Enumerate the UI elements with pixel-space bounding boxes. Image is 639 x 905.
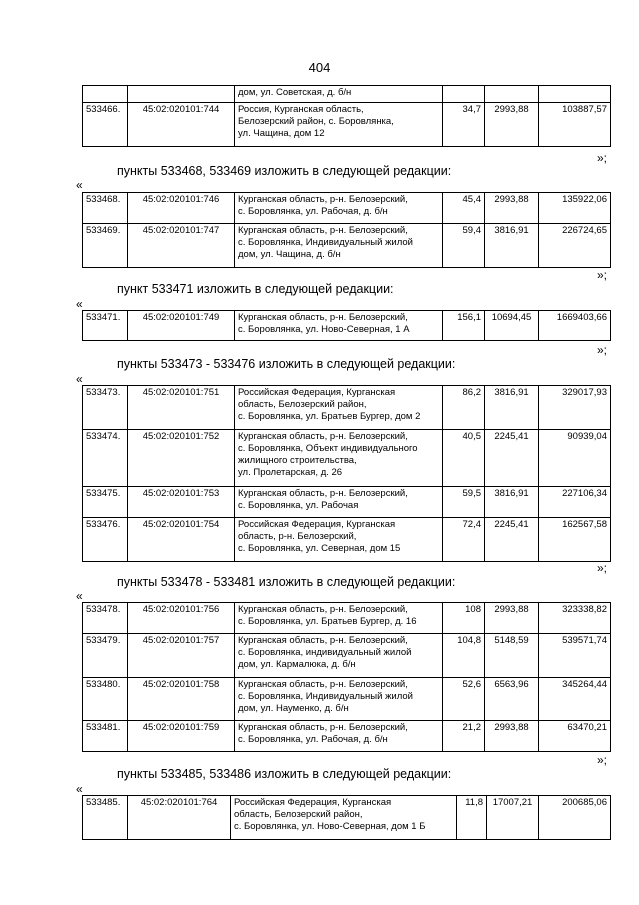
rate-cell: 2993,88 bbox=[485, 193, 539, 224]
address-line: с. Боровлянка, ул. Ново-Северная, дом 1 Б bbox=[234, 821, 426, 832]
table-row bbox=[83, 603, 611, 634]
cadastral-number: 45:02:020101:756 bbox=[128, 603, 235, 634]
address-line: с. Боровлянка, ул. Рабочая, д. б/н bbox=[238, 734, 388, 745]
address-line: Российская Федерация, Курганская bbox=[238, 387, 396, 398]
address-cell bbox=[235, 518, 443, 562]
table-row bbox=[83, 634, 611, 678]
cadastral-number: 45:02:020101:752 bbox=[128, 430, 235, 487]
row-number: 533485. bbox=[83, 796, 128, 840]
address-line: Курганская область, р-н. Белозерский, bbox=[238, 431, 408, 442]
address-line: ул. Пролетарская, д. 26 bbox=[238, 467, 343, 478]
table-row bbox=[83, 311, 611, 341]
address-cell bbox=[235, 721, 443, 752]
value-cell: 323338,82 bbox=[539, 603, 611, 634]
rate-cell bbox=[485, 86, 539, 103]
table-row bbox=[83, 386, 611, 430]
address-line: с. Боровлянка, ул. Ново-Северная, 1 А bbox=[238, 324, 410, 335]
area-cell: 108 bbox=[443, 603, 485, 634]
value-cell: 329017,93 bbox=[539, 386, 611, 430]
address-cell bbox=[231, 796, 457, 840]
rate-cell: 3816,91 bbox=[485, 386, 539, 430]
rate-cell: 17007,21 bbox=[487, 796, 539, 840]
address-cell bbox=[235, 487, 443, 518]
address-line: с. Боровлянка, ул. Братьев Бургер, д. 16 bbox=[238, 616, 417, 627]
value-cell: 226724,65 bbox=[539, 224, 611, 268]
table-row bbox=[83, 518, 611, 562]
rate-cell: 5148,59 bbox=[485, 634, 539, 678]
page-number: 404 bbox=[308, 60, 331, 75]
address-line: Курганская область, р-н. Белозерский, bbox=[238, 312, 408, 323]
instruction-text: пункты 533478 - 533481 изложить в следующей редакции: bbox=[117, 575, 456, 589]
address-line: дом, ул. Советская, д. б/н bbox=[238, 87, 352, 98]
property-table bbox=[82, 192, 611, 268]
address-cell bbox=[235, 311, 443, 341]
value-cell: 345264,44 bbox=[539, 678, 611, 721]
address-line: область, Белозерский район, bbox=[234, 809, 363, 820]
table-row bbox=[83, 103, 611, 147]
address-line: с. Боровлянка, ул. Братьев Бургер, дом 2 bbox=[238, 411, 421, 422]
address-line: дом, ул. Науменко, д. б/н bbox=[238, 703, 349, 714]
property-table bbox=[82, 310, 611, 341]
rate-cell: 2993,88 bbox=[485, 603, 539, 634]
address-line: с. Боровлянка, Индивидуальный жилой bbox=[238, 237, 413, 248]
property-table bbox=[82, 602, 611, 752]
address-line: Россия, Курганская область, bbox=[238, 104, 364, 115]
cadastral-number: 45:02:020101:751 bbox=[128, 386, 235, 430]
address-cell bbox=[235, 103, 443, 147]
address-cell bbox=[235, 678, 443, 721]
opening-quote: « bbox=[76, 782, 83, 796]
table-row bbox=[83, 86, 611, 103]
address-line: дом, ул. Кармалюка, д. б/н bbox=[238, 659, 356, 670]
cadastral-number: 45:02:020101:744 bbox=[128, 103, 235, 147]
cadastral-number: 45:02:020101:758 bbox=[128, 678, 235, 721]
address-line: с. Боровлянка, Индивидуальный жилой bbox=[238, 691, 413, 702]
address-cell bbox=[235, 193, 443, 224]
area-cell bbox=[443, 86, 485, 103]
area-cell: 34,7 bbox=[443, 103, 485, 147]
area-cell: 21,2 bbox=[443, 721, 485, 752]
instruction-text: пункты 533468, 533469 изложить в следующей редакции: bbox=[117, 164, 452, 178]
address-cell bbox=[235, 386, 443, 430]
closing-quote: »; bbox=[597, 268, 608, 282]
address-line: с. Боровлянка, ул. Рабочая, д. б/н bbox=[238, 206, 388, 217]
closing-quote: »; bbox=[597, 561, 608, 575]
cadastral-number: 45:02:020101:764 bbox=[128, 796, 231, 840]
row-number: 533478. bbox=[83, 603, 128, 634]
property-table bbox=[82, 85, 611, 147]
rate-cell: 3816,91 bbox=[485, 487, 539, 518]
cadastral-number: 45:02:020101:759 bbox=[128, 721, 235, 752]
table-row bbox=[83, 487, 611, 518]
cadastral-number: 45:02:020101:747 bbox=[128, 224, 235, 268]
row-number: 533476. bbox=[83, 518, 128, 562]
row-number: 533475. bbox=[83, 487, 128, 518]
row-number: 533471. bbox=[83, 311, 128, 341]
address-line: Курганская область, р-н. Белозерский, bbox=[238, 225, 408, 236]
table-row bbox=[83, 721, 611, 752]
opening-quote: « bbox=[76, 297, 83, 311]
area-cell: 59,4 bbox=[443, 224, 485, 268]
address-line: с. Боровлянка, ул. Северная, дом 15 bbox=[238, 543, 401, 554]
cadastral-number: 45:02:020101:757 bbox=[128, 634, 235, 678]
rate-cell: 2993,88 bbox=[485, 103, 539, 147]
area-cell: 45,4 bbox=[443, 193, 485, 224]
address-line: Белозерский район, с. Боровлянка, bbox=[238, 116, 394, 127]
address-line: Российская Федерация, Курганская bbox=[234, 797, 392, 808]
value-cell: 103887,57 bbox=[539, 103, 611, 147]
rate-cell: 6563,96 bbox=[485, 678, 539, 721]
address-line: с. Боровлянка, Объект индивидуального bbox=[238, 443, 418, 454]
closing-quote: »; bbox=[597, 753, 608, 767]
address-line: дом, ул. Чащина, д. б/н bbox=[238, 249, 341, 260]
opening-quote: « bbox=[76, 372, 83, 386]
address-line: жилищного строительства, bbox=[238, 455, 357, 466]
row-number: 533474. bbox=[83, 430, 128, 487]
table-row bbox=[83, 224, 611, 268]
row-number: 533481. bbox=[83, 721, 128, 752]
address-line: Российская Федерация, Курганская bbox=[238, 519, 396, 530]
address-line: Курганская область, р-н. Белозерский, bbox=[238, 488, 408, 499]
address-line: с. Боровлянка, ул. Рабочая bbox=[238, 500, 359, 511]
rate-cell: 2245,41 bbox=[485, 430, 539, 487]
address-cell bbox=[235, 603, 443, 634]
closing-quote: »; bbox=[597, 151, 608, 165]
row-number: 533480. bbox=[83, 678, 128, 721]
row-number: 533469. bbox=[83, 224, 128, 268]
value-cell: 539571,74 bbox=[539, 634, 611, 678]
table-row bbox=[83, 430, 611, 487]
row-number: 533473. bbox=[83, 386, 128, 430]
row-number: 533466. bbox=[83, 103, 128, 147]
rate-cell: 3816,91 bbox=[485, 224, 539, 268]
value-cell bbox=[539, 86, 611, 103]
instruction-text: пункт 533471 изложить в следующей редакции: bbox=[117, 282, 394, 296]
instruction-text: пункты 533473 - 533476 изложить в следующей редакции: bbox=[117, 357, 456, 371]
address-cell bbox=[235, 86, 443, 103]
row-number: 533479. bbox=[83, 634, 128, 678]
address-line: область, р-н. Белозерский, bbox=[238, 531, 357, 542]
value-cell: 135922,06 bbox=[539, 193, 611, 224]
address-line: Курганская область, р-н. Белозерский, bbox=[238, 604, 408, 615]
rate-cell: 10694,45 bbox=[485, 311, 539, 341]
address-line: ул. Чащина, дом 12 bbox=[238, 128, 325, 139]
area-cell: 104,8 bbox=[443, 634, 485, 678]
value-cell: 162567,58 bbox=[539, 518, 611, 562]
address-line: Курганская область, р-н. Белозерский, bbox=[238, 194, 408, 205]
instruction-text: пункты 533485, 533486 изложить в следующей редакции: bbox=[117, 767, 452, 781]
area-cell: 52,6 bbox=[443, 678, 485, 721]
area-cell: 156,1 bbox=[443, 311, 485, 341]
opening-quote: « bbox=[76, 178, 83, 192]
value-cell: 200685,06 bbox=[539, 796, 611, 840]
area-cell: 72,4 bbox=[443, 518, 485, 562]
cadastral-number: 45:02:020101:746 bbox=[128, 193, 235, 224]
rate-cell: 2993,88 bbox=[485, 721, 539, 752]
value-cell: 1669403,66 bbox=[539, 311, 611, 341]
address-line: Курганская область, р-н. Белозерский, bbox=[238, 679, 408, 690]
value-cell: 63470,21 bbox=[539, 721, 611, 752]
cadastral-number bbox=[128, 86, 235, 103]
rate-cell: 2245,41 bbox=[485, 518, 539, 562]
property-table bbox=[82, 385, 611, 562]
table-row bbox=[83, 678, 611, 721]
area-cell: 59,5 bbox=[443, 487, 485, 518]
area-cell: 40,5 bbox=[443, 430, 485, 487]
closing-quote: »; bbox=[597, 343, 608, 357]
property-table bbox=[82, 795, 611, 840]
row-number: 533468. bbox=[83, 193, 128, 224]
cadastral-number: 45:02:020101:753 bbox=[128, 487, 235, 518]
address-line: Курганская область, р-н. Белозерский, bbox=[238, 635, 408, 646]
address-cell bbox=[235, 634, 443, 678]
row-number bbox=[83, 86, 128, 103]
address-line: с. Боровлянка, индивидуальный жилой bbox=[238, 647, 412, 658]
address-line: область, Белозерский район, bbox=[238, 399, 367, 410]
cadastral-number: 45:02:020101:754 bbox=[128, 518, 235, 562]
value-cell: 90939,04 bbox=[539, 430, 611, 487]
table-row bbox=[83, 796, 611, 840]
address-cell bbox=[235, 224, 443, 268]
opening-quote: « bbox=[76, 589, 83, 603]
cadastral-number: 45:02:020101:749 bbox=[128, 311, 235, 341]
table-row bbox=[83, 193, 611, 224]
value-cell: 227106,34 bbox=[539, 487, 611, 518]
area-cell: 11,8 bbox=[457, 796, 487, 840]
area-cell: 86,2 bbox=[443, 386, 485, 430]
address-line: Курганская область, р-н. Белозерский, bbox=[238, 722, 408, 733]
address-cell bbox=[235, 430, 443, 487]
